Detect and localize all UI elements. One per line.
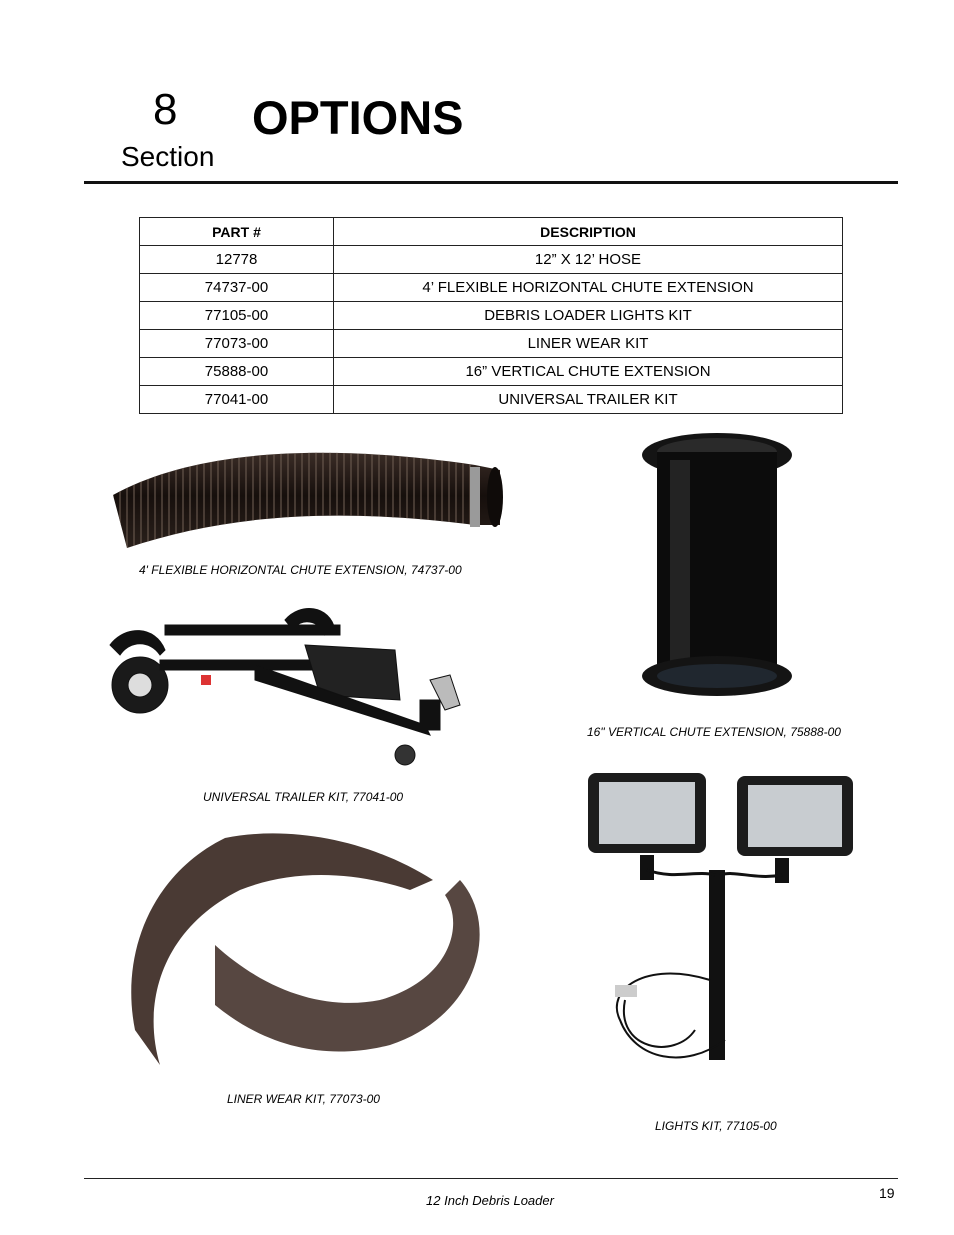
description-cell: 12” X 12’ HOSE <box>334 246 843 274</box>
description-cell: UNIVERSAL TRAILER KIT <box>334 386 843 414</box>
part-number-cell: 77073-00 <box>140 330 334 358</box>
trailer-kit-image <box>105 605 500 775</box>
liner-wear-kit-image <box>120 835 490 1070</box>
part-number-cell: 77041-00 <box>140 386 334 414</box>
caption-chute: 16" VERTICAL CHUTE EXTENSION, 75888-00 <box>587 725 841 739</box>
table-row <box>140 386 843 414</box>
part-number-cell: 12778 <box>140 246 334 274</box>
table-row <box>140 358 843 386</box>
table-row <box>140 302 843 330</box>
vertical-chute-image <box>640 430 795 700</box>
column-header-part: PART # <box>140 218 334 246</box>
flexible-hose-image <box>105 445 505 555</box>
header-divider <box>84 181 898 184</box>
description-cell: DEBRIS LOADER LIGHTS KIT <box>334 302 843 330</box>
caption-hose: 4' FLEXIBLE HORIZONTAL CHUTE EXTENSION, 74737-00 <box>139 563 462 577</box>
parts-table <box>139 217 843 414</box>
table-row <box>140 330 843 358</box>
part-number-cell: 75888-00 <box>140 358 334 386</box>
table-row <box>140 246 843 274</box>
part-number-cell: 74737-00 <box>140 274 334 302</box>
footer-divider <box>84 1178 898 1179</box>
caption-lights: LIGHTS KIT, 77105-00 <box>655 1119 777 1133</box>
page-title: OPTIONS <box>252 91 464 144</box>
section-label: Section <box>121 141 215 172</box>
part-number-cell: 77105-00 <box>140 302 334 330</box>
column-header-description: DESCRIPTION <box>334 218 843 246</box>
footer-doc-title: 12 Inch Debris Loader <box>426 1193 554 1208</box>
description-cell: 16” VERTICAL CHUTE EXTENSION <box>334 358 843 386</box>
description-cell: LINER WEAR KIT <box>334 330 843 358</box>
table-header-row <box>140 218 843 246</box>
table-row <box>140 274 843 302</box>
description-cell: 4’ FLEXIBLE HORIZONTAL CHUTE EXTENSION <box>334 274 843 302</box>
caption-liner: LINER WEAR KIT, 77073-00 <box>227 1092 380 1106</box>
lights-kit-image <box>585 770 855 1070</box>
section-number: 8 <box>153 85 178 134</box>
caption-trailer: UNIVERSAL TRAILER KIT, 77041-00 <box>203 790 404 804</box>
page-number: 19 <box>879 1185 895 1201</box>
